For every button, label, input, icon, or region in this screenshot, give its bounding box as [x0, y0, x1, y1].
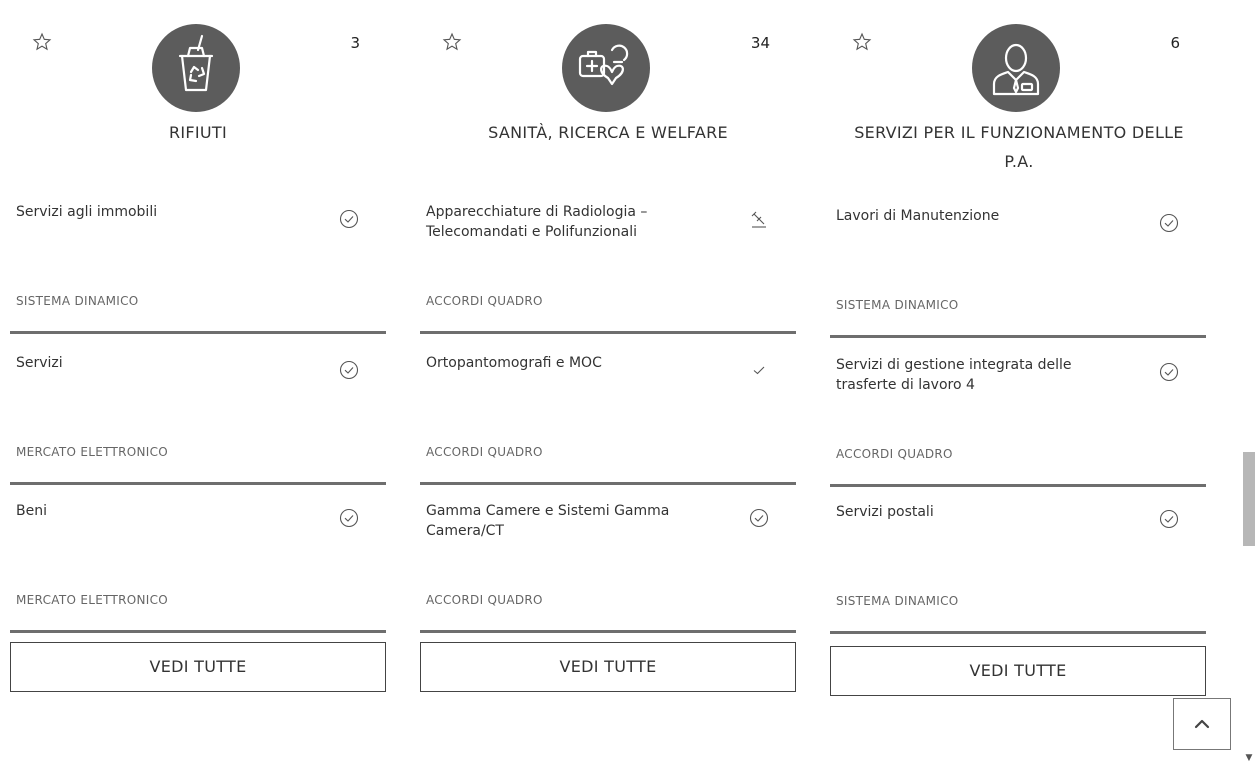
item-name[interactable]: Servizi agli immobili [16, 204, 158, 220]
item-type: ACCORDI QUADRO [426, 294, 543, 308]
scroll-down-arrow-icon[interactable]: ▼ [1245, 753, 1253, 763]
favorite-star-icon[interactable] [442, 32, 462, 52]
item-type: ACCORDI QUADRO [426, 445, 543, 459]
item-type: SISTEMA DINAMICO [836, 594, 959, 608]
check-circle-icon [1158, 361, 1180, 383]
favorite-star-icon[interactable] [852, 32, 872, 52]
category-card-sanita [420, 0, 796, 720]
category-count: 34 [750, 34, 770, 52]
check-circle-icon [1158, 212, 1180, 234]
view-all-button[interactable]: VEDI TUTTE [10, 642, 386, 692]
list-item[interactable] [10, 501, 386, 633]
check-circle-icon [748, 507, 770, 529]
item-name[interactable]: Beni [16, 503, 47, 519]
list-item[interactable] [830, 502, 1206, 634]
check-circle-icon [338, 208, 360, 230]
category-card-servizi-pa [830, 0, 1206, 720]
favorite-star-icon[interactable] [32, 32, 52, 52]
item-type: MERCATO ELETTRONICO [16, 445, 169, 459]
item-name[interactable]: Gamma Camere e Sistemi Gamma Camera/CT [426, 503, 670, 539]
divider [420, 630, 796, 633]
divider [830, 631, 1206, 634]
item-name[interactable]: Lavori di Manutenzione [836, 208, 1000, 224]
category-title: RIFIUTI [168, 123, 228, 142]
category-count: 3 [350, 34, 360, 52]
item-name[interactable]: Apparecchiature di Radiologia – Telecomandati e Polifunzionali [426, 204, 648, 240]
recycle-bin-icon [152, 24, 240, 112]
chevron-up-icon [1174, 699, 1230, 749]
divider [830, 484, 1206, 487]
view-all-button[interactable]: VEDI TUTTE [420, 642, 796, 692]
list-item[interactable] [830, 355, 1206, 487]
category-count: 6 [1170, 34, 1180, 52]
list-item[interactable] [420, 202, 796, 334]
item-name[interactable]: Ortopantomografi e MOC [426, 355, 602, 371]
check-circle-icon [338, 359, 360, 381]
divider [10, 331, 386, 334]
list-item[interactable] [10, 202, 386, 334]
check-icon [748, 359, 770, 381]
businessman-icon [972, 24, 1060, 112]
item-name[interactable]: Servizi postali [836, 504, 934, 520]
check-circle-icon [1158, 508, 1180, 530]
divider [420, 331, 796, 334]
item-name[interactable]: Servizi di gestione integrata delle trasferte di lavoro 4 [836, 357, 1072, 393]
check-circle-icon [338, 507, 360, 529]
category-title: SERVIZI PER IL FUNZIONAMENTO DELLE P.A. [854, 123, 1184, 171]
divider [420, 482, 796, 485]
item-type: ACCORDI QUADRO [836, 447, 953, 461]
list-item[interactable] [420, 501, 796, 633]
item-type: SISTEMA DINAMICO [16, 294, 139, 308]
item-type: SISTEMA DINAMICO [836, 298, 959, 312]
category-title: SANITÀ, RICERCA E WELFARE [488, 123, 728, 142]
list-item[interactable] [10, 353, 386, 485]
divider [10, 482, 386, 485]
view-all-button[interactable]: VEDI TUTTE [830, 646, 1206, 696]
medical-heart-icon [562, 24, 650, 112]
category-card-rifiuti [10, 0, 386, 720]
list-item[interactable] [830, 206, 1206, 338]
list-item[interactable] [420, 353, 796, 485]
back-to-top-button[interactable] [1173, 698, 1231, 750]
item-name[interactable]: Servizi [16, 355, 63, 371]
gavel-icon [748, 208, 770, 230]
scrollbar-thumb[interactable] [1243, 452, 1255, 546]
divider [10, 630, 386, 633]
divider [830, 335, 1206, 338]
item-type: MERCATO ELETTRONICO [16, 593, 169, 607]
item-type: ACCORDI QUADRO [426, 593, 543, 607]
